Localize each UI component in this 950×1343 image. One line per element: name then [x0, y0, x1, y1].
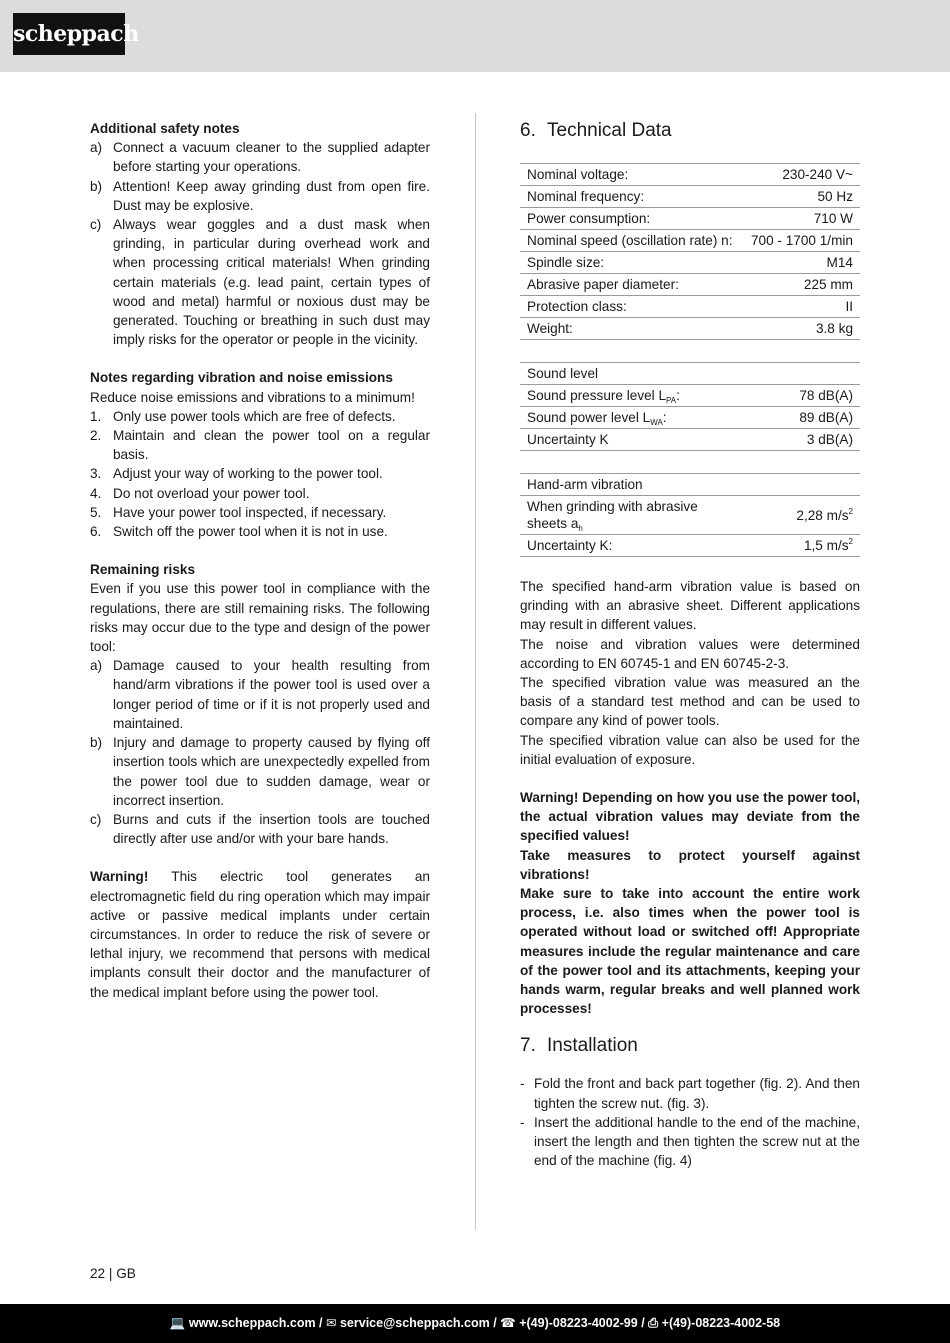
list-item: b) Attention! Keep away grinding dust from open fire. Dust may be explosive. — [90, 178, 430, 213]
table-row: Hand-arm vibration — [520, 474, 860, 496]
table-row: Sound pressure level $L_{PA}$: 78 dB(A) — [520, 385, 860, 407]
website-link[interactable]: www.scheppach.com — [188, 1316, 316, 1330]
list-item: 4. Do not overload your power tool. — [90, 485, 310, 501]
vibration-warning: Make sure to take into account the entire work process, i.e. also times when the power tool is operated without load or switched off! Appropriate measures include the regular maintenance and care of the power tool and its attachments, keeping your hands warm, regular breaks and well planned work processes! — [520, 886, 860, 1017]
table-row: Sound level — [520, 363, 860, 385]
table-row: Sound power level $L_{WA}$: 89 dB(A) — [520, 407, 860, 429]
table-row: Nominal speed (oscillation rate) n: 700 - 1700 1/min — [520, 230, 860, 252]
safety-notes-list — [90, 138, 430, 349]
table-row: Uncertainty K 3 dB(A) — [520, 429, 860, 451]
list-item: 5. Have your power tool inspected, if necessary. — [90, 504, 387, 520]
mail-icon: ✉ — [326, 1316, 337, 1330]
table-row: Weight: 3.8 kg — [520, 318, 860, 340]
safety-notes-heading: Additional safety notes — [90, 121, 240, 136]
remaining-risks-heading: Remaining risks — [90, 562, 196, 578]
vibration-intro: Reduce noise emissions and vibrations to a minimum! — [90, 389, 415, 405]
technical-data-title: 6. Technical Data — [520, 120, 672, 141]
vibration-warning: Take measures to protect yourself against vibrations! — [520, 847, 860, 882]
table-row: Nominal voltage: 230-240 V~ — [520, 164, 860, 186]
vibration-list — [90, 407, 430, 541]
email-link[interactable]: service@scheppach.com — [339, 1316, 490, 1330]
list-item: c) Always wear goggles and a dust mask when grinding, in particular during overhead work and when processing critical materials! When grinding certain materials (e.g. lead paint, certain types of wood and metal) harmful or noxious dust may be generated. Touching or breathing in such dust may imply risks for the operator or people in the vicinity. — [90, 217, 430, 348]
emf-warning: Warning! This electric tool generates an electromagnetic field du ring operation which may impair active or passive medical implants under certain circumstances. In order to reduce the risk of severe or lethal injury, we recommend that persons with medical implants consult their doctor and the manufacturer of the medical implant before using the power tool. — [90, 869, 430, 1000]
tech-paragraph: The specified hand-arm vibration value is based on grinding with an abrasive sheet. Different applications may result in different values. — [520, 579, 860, 633]
phone-number: +(49)-08223-4002-99 — [519, 1316, 638, 1330]
remaining-risks-list — [90, 656, 430, 848]
tech-paragraph: The specified vibration value can also be used for the initial evaluation of exposure. — [520, 732, 860, 767]
column-divider — [475, 113, 476, 1230]
right-column — [520, 119, 860, 1170]
table-row: Abrasive paper diameter: 225 mm — [520, 274, 860, 296]
table-row: Nominal frequency: 50 Hz — [520, 186, 860, 208]
scheppach-logo: scheppach — [13, 13, 125, 55]
table-row: Spindle size: M14 — [520, 252, 860, 274]
footer-bar: 💻 www.scheppach.com / ✉ service@scheppach.com / ☎ +(49)-08223-4002-99 / ⎙ +(49)-08223-4002-58 — [0, 1304, 950, 1343]
computer-icon: 💻 — [169, 1316, 186, 1330]
list-item: a) Connect a vacuum cleaner to the supplied adapter before starting your operations. — [90, 140, 430, 175]
vibration-warning: Warning! Depending on how you use the power tool, the actual vibration values may deviate from the specified values! — [520, 790, 860, 844]
table-row: Uncertainty K: 1,5 $m/s^2$ — [520, 535, 860, 557]
list-item: 2. Maintain and clean the power tool on a regular basis. — [90, 428, 430, 463]
list-item: a) Damage caused to your health resulting from hand/arm vibrations if the power tool is used over a longer period of time or if it is not properly used and maintained. — [90, 658, 430, 731]
table-row: Protection class: II — [520, 296, 860, 318]
page-number: 22 | GB — [90, 1266, 136, 1281]
list-item: 6. Switch off the power tool when it is not in use. — [90, 524, 388, 540]
remaining-risks-intro: Even if you use this power tool in compliance with the regulations, there are still remaining risks. The following risks may occur due to the type and design of the power tool: — [90, 581, 430, 655]
table-row: When grinding with abrasive sheets $a_h$ 2,28 $m/s^2$ — [520, 496, 860, 535]
installation-list — [520, 1074, 860, 1170]
list-item: 3. Adjust your way of working to the power tool. — [90, 466, 383, 482]
phone-icon: ☎ — [500, 1316, 516, 1330]
vibration-notes-heading: Notes regarding vibration and noise emissions — [90, 370, 393, 386]
installation-title: 7. Installation — [520, 1035, 638, 1057]
list-item: 1. Only use power tools which are free of defects. — [90, 408, 396, 424]
left-column — [90, 119, 430, 1002]
table-row: Power consumption: 710 W — [520, 208, 860, 230]
tech-paragraph: The specified vibration value was measured an the basis of a standard test method and can be used to compare any kind of power tools. — [520, 675, 860, 729]
technical-data-table — [520, 163, 860, 557]
tech-paragraph: The noise and vibration values were determined according to EN 60745-1 and EN 60745-2-3. — [520, 636, 860, 671]
fax-icon: ⎙ — [648, 1316, 659, 1330]
header-bar — [0, 0, 950, 72]
list-item: - Insert the additional handle to the end of the machine, insert the length and then tighten the screw nut at the end of the machine (fig. 4) — [520, 1114, 860, 1169]
list-item: - Fold the front and back part together (fig. 2). And then tighten the screw nut. (fig. 3). — [520, 1076, 860, 1111]
fax-number: +(49)-08223-4002-58 — [661, 1316, 781, 1330]
list-item: b) Injury and damage to property caused by flying off insertion tools which are unexpectedly expelled from the power tool due to sudden damage, wear or incorrect insertion. — [90, 735, 430, 808]
list-item: c) Burns and cuts if the insertion tools are touched directly after use and/or with your bare hands. — [90, 811, 430, 847]
